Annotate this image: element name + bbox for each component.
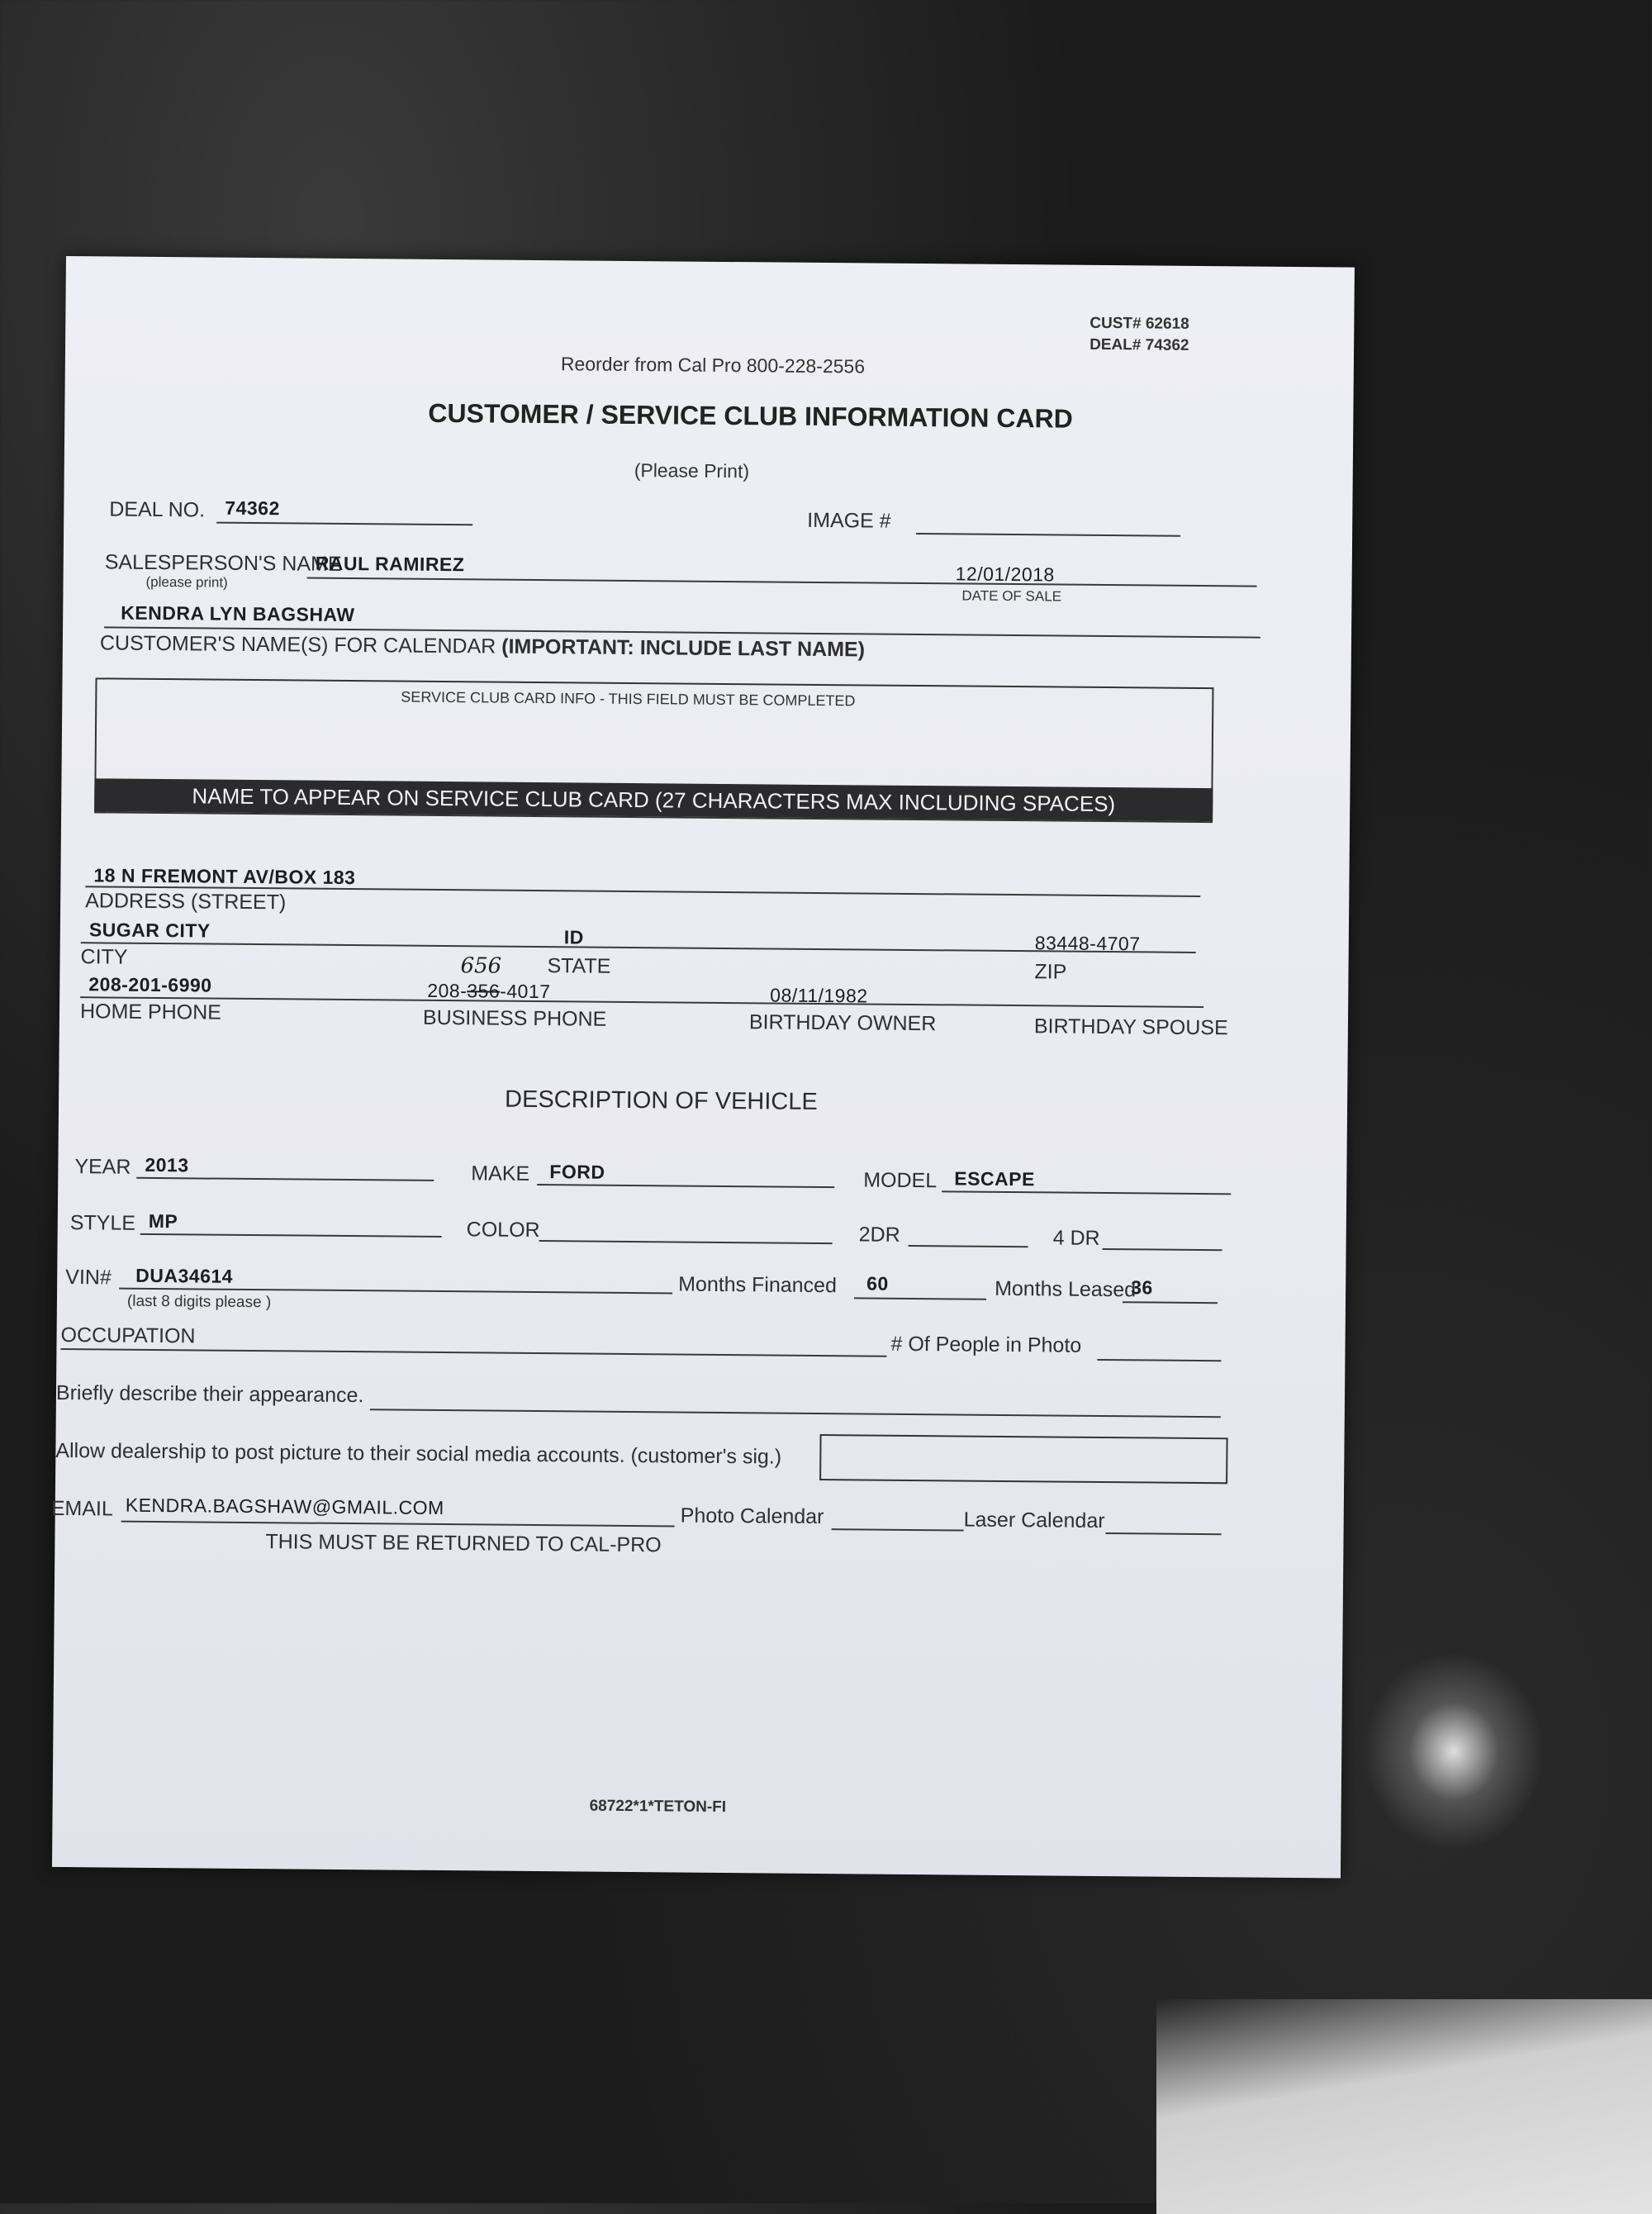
color-line[interactable] (539, 1240, 833, 1244)
birthday-owner-value[interactable]: 08/11/1982 (770, 984, 868, 1007)
business-phone-handwritten-correction: 656 (460, 953, 502, 979)
salesperson-value[interactable]: RAUL RAMIREZ (315, 552, 465, 576)
light-glare (1363, 1652, 1545, 1851)
photo-calendar-label: Photo Calendar (680, 1504, 824, 1529)
return-note: THIS MUST BE RETURNED TO CAL-PRO (265, 1530, 662, 1557)
image-label: IMAGE # (807, 508, 891, 533)
year-label: YEAR (74, 1155, 131, 1179)
deal-label: DEAL NO. (109, 497, 206, 522)
two-door-line[interactable] (909, 1245, 1028, 1247)
vin-note: (last 8 digits please ) (126, 1292, 272, 1312)
year-line (136, 1177, 434, 1181)
email-value[interactable]: KENDRA.BAGSHAW@GMAIL.COM (125, 1494, 444, 1519)
birthday-spouse-label: BIRTHDAY SPOUSE (1033, 1014, 1228, 1040)
customer-name-label: CUSTOMER'S NAME(S) FOR CALENDAR (IMPORTANT: INCLUDE LAST NAME) (99, 631, 866, 662)
year-value[interactable]: 2013 (145, 1153, 189, 1176)
date-of-sale-value[interactable]: 12/01/2018 (955, 563, 1055, 586)
months-leased-label: Months Leased (995, 1276, 1137, 1302)
four-door-line[interactable] (1103, 1248, 1222, 1251)
people-in-photo-line[interactable] (1097, 1359, 1221, 1361)
city-label: CITY (80, 945, 128, 969)
deal-number-header: DEAL# 74362 (1089, 335, 1189, 354)
model-value[interactable]: ESCAPE (954, 1167, 1036, 1190)
date-of-sale-label: DATE OF SALE (961, 587, 1062, 605)
business-phone-label: BUSINESS PHONE (422, 1005, 607, 1031)
appearance-line[interactable] (370, 1409, 1221, 1418)
make-label: MAKE (471, 1162, 530, 1185)
business-phone-value[interactable]: 208-356-4017 (427, 979, 551, 1003)
vin-label: VIN# (65, 1266, 112, 1290)
city-line (81, 942, 1196, 953)
please-print-small: (please print) (145, 573, 228, 591)
state-value[interactable]: ID (563, 926, 584, 948)
occupation-label: OCCUPATION (60, 1323, 196, 1348)
city-value[interactable]: SUGAR CITY (88, 919, 211, 942)
information-card (52, 256, 1355, 1879)
laser-calendar-label: Laser Calendar (963, 1508, 1105, 1533)
months-financed-value[interactable]: 60 (866, 1272, 889, 1295)
phone-line (80, 996, 1203, 1008)
footer-code: 68722*1*TETON-FI (589, 1797, 727, 1817)
cust-number: CUST# 62618 (1089, 314, 1189, 333)
style-line (140, 1233, 442, 1238)
make-line (537, 1184, 834, 1188)
two-door-label: 2DR (858, 1223, 900, 1247)
service-club-bar: NAME TO APPEAR ON SERVICE CLUB CARD (27 CHARACTERS MAX INCLUDING SPACES) (94, 778, 1213, 821)
email-line (121, 1521, 675, 1527)
photo-calendar-line[interactable] (832, 1528, 964, 1531)
vin-value[interactable]: DUA34614 (135, 1264, 234, 1287)
months-financed-line (854, 1297, 986, 1299)
signature-box[interactable] (819, 1434, 1227, 1484)
zip-value[interactable]: 83448-4707 (1034, 932, 1141, 955)
model-line (942, 1190, 1231, 1195)
service-club-header: SERVICE CLUB CARD INFO - THIS FIELD MUST BE COMPLETED (401, 688, 856, 710)
customer-name-value[interactable]: KENDRA LYN BAGSHAW (121, 601, 355, 626)
birthday-owner-label: BIRTHDAY OWNER (748, 1010, 937, 1036)
months-financed-label: Months Financed (678, 1272, 838, 1298)
occupation-line[interactable] (60, 1348, 886, 1357)
model-label: MODEL (863, 1168, 938, 1193)
street-value[interactable]: 18 N FREMONT AV/BOX 183 (93, 864, 356, 889)
social-media-label: Allow dealership to post picture to their social media accounts. (customer's sig.) (55, 1438, 782, 1469)
appearance-label: Briefly describe their appearance. (55, 1380, 364, 1408)
email-label: EMAIL (50, 1496, 113, 1521)
zip-label: ZIP (1034, 960, 1067, 984)
make-value[interactable]: FORD (549, 1161, 605, 1183)
color-label: COLOR (466, 1218, 540, 1242)
home-phone-value[interactable]: 208-201-6990 (88, 973, 212, 996)
deal-line (216, 522, 472, 526)
months-leased-value[interactable]: 36 (1131, 1276, 1153, 1299)
laser-calendar-line[interactable] (1106, 1532, 1222, 1535)
people-in-photo-label: # Of People in Photo (890, 1332, 1082, 1357)
table-edge (1156, 1999, 1652, 2214)
salesperson-line (307, 577, 1257, 587)
deal-value[interactable]: 74362 (225, 496, 280, 520)
please-print: (Please Print) (634, 459, 750, 482)
reorder-line: Reorder from Cal Pro 800-228-2556 (560, 353, 866, 378)
four-door-label: 4 DR (1052, 1226, 1100, 1250)
home-phone-label: HOME PHONE (79, 1000, 221, 1024)
style-label: STYLE (69, 1211, 136, 1235)
street-label: ADDRESS (STREET) (85, 889, 287, 915)
salesperson-label: SALESPERSON'S NAME (104, 550, 342, 576)
style-value[interactable]: MP (148, 1209, 178, 1233)
image-line (916, 533, 1180, 537)
vehicle-heading: DESCRIPTION OF VEHICLE (504, 1086, 818, 1115)
months-leased-line (1123, 1301, 1218, 1304)
page-title: CUSTOMER / SERVICE CLUB INFORMATION CARD (428, 397, 1073, 434)
state-label: STATE (547, 954, 611, 978)
